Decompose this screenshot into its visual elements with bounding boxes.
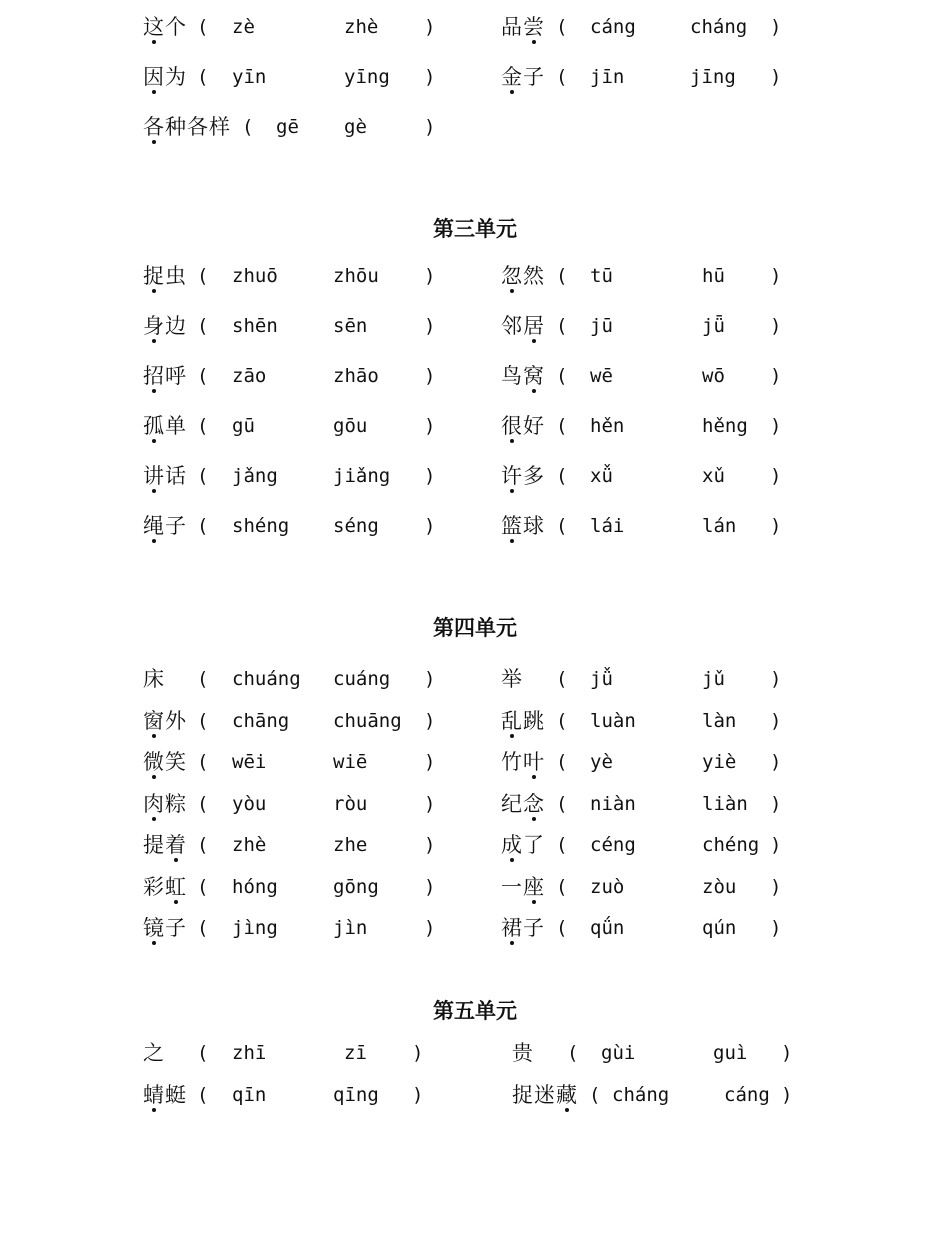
- emphasis-dot: [510, 90, 514, 94]
- pinyin-option-b: séng: [333, 515, 379, 537]
- pinyin-option-a: qǘn: [590, 917, 625, 939]
- pinyin-option-a: wēi: [232, 751, 267, 773]
- open-paren: (: [197, 365, 209, 387]
- word: 鸟窝: [501, 364, 545, 388]
- close-paren: ): [781, 1042, 793, 1064]
- pinyin-option-a: yè: [590, 751, 613, 773]
- open-paren: (: [197, 16, 209, 38]
- open-paren: (: [556, 465, 568, 487]
- word: 金子: [501, 65, 545, 89]
- close-paren: ): [770, 751, 782, 773]
- pinyin-option-b: wiē: [333, 751, 368, 773]
- close-paren: ): [770, 834, 782, 856]
- pinyin-option-a: lái: [590, 515, 625, 537]
- open-paren: (: [242, 116, 254, 138]
- close-paren: ): [424, 834, 436, 856]
- emphasis-dot: [152, 775, 156, 779]
- pinyin-option-b: zhāo: [333, 365, 379, 387]
- pinyin-option-b: jǔ: [702, 668, 725, 690]
- pinyin-option-a: gùi: [601, 1042, 636, 1064]
- close-paren: ): [424, 116, 436, 138]
- word: 很好: [501, 414, 545, 438]
- emphasis-dot: [152, 389, 156, 393]
- exercise-row: [0, 61, 950, 93]
- pinyin-option-b: hū: [702, 265, 725, 287]
- open-paren: (: [197, 315, 209, 337]
- open-paren: (: [556, 16, 568, 38]
- pinyin-option-b: zhōu: [333, 265, 379, 287]
- open-paren: (: [556, 365, 568, 387]
- emphasis-dot: [510, 941, 514, 945]
- close-paren: ): [424, 265, 436, 287]
- exercise-row: [0, 663, 950, 695]
- close-paren: ): [770, 365, 782, 387]
- pinyin-option-b: jǖ: [702, 315, 725, 337]
- close-paren: ): [770, 415, 782, 437]
- open-paren: (: [556, 515, 568, 537]
- close-paren: ): [424, 365, 436, 387]
- pinyin-option-b: hěng: [702, 415, 748, 437]
- pinyin-option-a: shéng: [232, 515, 290, 537]
- emphasis-dot: [152, 817, 156, 821]
- emphasis-dot: [510, 539, 514, 543]
- pinyin-option-a: jū: [590, 315, 613, 337]
- close-paren: ): [781, 1084, 793, 1106]
- pinyin-option-a: shēn: [232, 315, 278, 337]
- open-paren: (: [197, 793, 209, 815]
- pinyin-option-a: yīn: [232, 66, 267, 88]
- emphasis-dot: [152, 339, 156, 343]
- emphasis-dot: [510, 289, 514, 293]
- open-paren: (: [197, 415, 209, 437]
- pinyin-option-a: wē: [590, 365, 613, 387]
- pinyin-option-b: guì: [713, 1042, 748, 1064]
- pinyin-option-a: jìng: [232, 917, 278, 939]
- open-paren: (: [556, 415, 568, 437]
- open-paren: (: [197, 710, 209, 732]
- word: 许多: [501, 464, 545, 488]
- section-heading: 第五单元: [433, 999, 517, 1023]
- word: 各种各样: [143, 115, 231, 139]
- pinyin-option-a: zāo: [232, 365, 267, 387]
- pinyin-option-a: xǚ: [590, 465, 613, 487]
- open-paren: (: [556, 66, 568, 88]
- open-paren: (: [197, 515, 209, 537]
- pinyin-option-b: lán: [702, 515, 737, 537]
- pinyin-option-a: chāng: [232, 710, 290, 732]
- exercise-row: [0, 829, 950, 861]
- pinyin-option-a: yòu: [232, 793, 267, 815]
- word: 这个: [143, 15, 187, 39]
- pinyin-option-a: gū: [232, 415, 255, 437]
- word: 绳子: [143, 514, 187, 538]
- pinyin-option-b: làn: [702, 710, 737, 732]
- close-paren: ): [424, 917, 436, 939]
- open-paren: (: [556, 265, 568, 287]
- emphasis-dot: [152, 90, 156, 94]
- close-paren: ): [424, 515, 436, 537]
- close-paren: ): [412, 1084, 424, 1106]
- pinyin-option-a: chuáng: [232, 668, 301, 690]
- exercise-row: [0, 310, 950, 342]
- emphasis-dot: [532, 775, 536, 779]
- pinyin-option-a: zhuō: [232, 265, 278, 287]
- close-paren: ): [424, 793, 436, 815]
- open-paren: (: [567, 1042, 579, 1064]
- close-paren: ): [770, 315, 782, 337]
- close-paren: ): [770, 876, 782, 898]
- emphasis-dot: [152, 40, 156, 44]
- open-paren: (: [197, 1084, 209, 1106]
- word: 肉粽: [143, 792, 187, 816]
- close-paren: ): [770, 16, 782, 38]
- exercise-row: [0, 1037, 950, 1069]
- close-paren: ): [770, 515, 782, 537]
- exercise-row: [0, 788, 950, 820]
- close-paren: ): [770, 265, 782, 287]
- exercise-row: [0, 871, 950, 903]
- exercise-row: [0, 410, 950, 442]
- pinyin-option-a: hěn: [590, 415, 625, 437]
- close-paren: ): [412, 1042, 424, 1064]
- open-paren: (: [197, 668, 209, 690]
- pinyin-option-b: cuáng: [333, 668, 391, 690]
- emphasis-dot: [152, 489, 156, 493]
- pinyin-option-a: céng: [590, 834, 636, 856]
- emphasis-dot: [510, 858, 514, 862]
- pinyin-option-a: cáng: [590, 16, 636, 38]
- pinyin-option-b: yiè: [702, 751, 737, 773]
- word: 篮球: [501, 514, 545, 538]
- word: 纪念: [501, 792, 545, 816]
- close-paren: ): [424, 16, 436, 38]
- pinyin-option-b: zhè: [344, 16, 379, 38]
- pinyin-option-a: jǚ: [590, 668, 613, 690]
- close-paren: ): [770, 465, 782, 487]
- word: 讲话: [143, 464, 187, 488]
- open-paren: (: [197, 265, 209, 287]
- pinyin-option-a: hóng: [232, 876, 278, 898]
- emphasis-dot: [152, 439, 156, 443]
- word: 竹叶: [501, 750, 545, 774]
- exercise-row: [0, 11, 950, 43]
- word: 因为: [143, 65, 187, 89]
- open-paren: (: [556, 876, 568, 898]
- word: 彩虹: [143, 875, 187, 899]
- pinyin-option-b: zhe: [333, 834, 368, 856]
- word: 孤单: [143, 414, 187, 438]
- open-paren: (: [589, 1084, 601, 1106]
- open-paren: (: [197, 917, 209, 939]
- exercise-row: [0, 360, 950, 392]
- close-paren: ): [424, 710, 436, 732]
- pinyin-option-a: jīn: [590, 66, 625, 88]
- emphasis-dot: [152, 941, 156, 945]
- open-paren: (: [556, 793, 568, 815]
- word: 窗外: [143, 709, 187, 733]
- pinyin-option-a: zè: [232, 16, 255, 38]
- close-paren: ): [770, 917, 782, 939]
- pinyin-option-b: cháng: [690, 16, 748, 38]
- pinyin-option-b: cáng: [724, 1084, 770, 1106]
- exercise-row: [0, 746, 950, 778]
- close-paren: ): [424, 315, 436, 337]
- emphasis-dot: [152, 289, 156, 293]
- word: 蜻蜓: [143, 1083, 187, 1107]
- close-paren: ): [424, 668, 436, 690]
- pinyin-option-a: qīn: [232, 1084, 267, 1106]
- open-paren: (: [556, 668, 568, 690]
- close-paren: ): [424, 66, 436, 88]
- open-paren: (: [197, 751, 209, 773]
- emphasis-dot: [532, 900, 536, 904]
- emphasis-dot: [532, 40, 536, 44]
- word: 之: [143, 1041, 165, 1065]
- emphasis-dot: [174, 900, 178, 904]
- pinyin-option-a: niàn: [590, 793, 636, 815]
- open-paren: (: [556, 315, 568, 337]
- emphasis-dot: [510, 734, 514, 738]
- close-paren: ): [770, 793, 782, 815]
- pinyin-option-a: tū: [590, 265, 613, 287]
- open-paren: (: [197, 876, 209, 898]
- word: 忽然: [501, 264, 545, 288]
- pinyin-option-b: jiǎng: [333, 465, 391, 487]
- pinyin-option-a: gē: [276, 116, 299, 138]
- word: 一座: [501, 875, 545, 899]
- emphasis-dot: [532, 389, 536, 393]
- exercise-row: [0, 705, 950, 737]
- open-paren: (: [197, 66, 209, 88]
- pinyin-option-b: jìn: [333, 917, 368, 939]
- emphasis-dot: [152, 1108, 156, 1112]
- exercise-row: [0, 260, 950, 292]
- word: 身边: [143, 314, 187, 338]
- pinyin-option-b: chuāng: [333, 710, 402, 732]
- pinyin-option-b: gè: [344, 116, 367, 138]
- pinyin-option-b: liàn: [702, 793, 748, 815]
- emphasis-dot: [565, 1108, 569, 1112]
- exercise-row: [0, 460, 950, 492]
- emphasis-dot: [152, 539, 156, 543]
- word: 招呼: [143, 364, 187, 388]
- close-paren: ): [424, 415, 436, 437]
- emphasis-dot: [532, 339, 536, 343]
- pinyin-option-b: sēn: [333, 315, 368, 337]
- pinyin-option-b: yīng: [344, 66, 390, 88]
- open-paren: (: [197, 1042, 209, 1064]
- pinyin-option-b: ròu: [333, 793, 368, 815]
- word: 捉迷藏: [512, 1083, 578, 1107]
- word: 微笑: [143, 750, 187, 774]
- close-paren: ): [424, 751, 436, 773]
- pinyin-option-b: zī: [344, 1042, 367, 1064]
- open-paren: (: [556, 751, 568, 773]
- word: 床: [143, 667, 165, 691]
- pinyin-option-b: qīng: [333, 1084, 379, 1106]
- close-paren: ): [424, 465, 436, 487]
- emphasis-dot: [510, 439, 514, 443]
- pinyin-option-a: zhè: [232, 834, 267, 856]
- pinyin-option-b: chéng: [702, 834, 760, 856]
- pinyin-option-b: gōu: [333, 415, 368, 437]
- section-heading: 第四单元: [433, 616, 517, 640]
- exercise-row: [0, 111, 950, 143]
- pinyin-option-b: zòu: [702, 876, 737, 898]
- emphasis-dot: [152, 734, 156, 738]
- pinyin-option-a: zhī: [232, 1042, 267, 1064]
- exercise-row: [0, 912, 950, 944]
- pinyin-option-b: qún: [702, 917, 737, 939]
- pinyin-option-a: cháng: [612, 1084, 670, 1106]
- close-paren: ): [770, 668, 782, 690]
- word: 捉虫: [143, 264, 187, 288]
- section-heading: 第三单元: [433, 217, 517, 241]
- word: 乱跳: [501, 709, 545, 733]
- word: 品尝: [501, 15, 545, 39]
- word: 邻居: [501, 314, 545, 338]
- word: 成了: [501, 833, 545, 857]
- pinyin-option-b: gōng: [333, 876, 379, 898]
- close-paren: ): [770, 66, 782, 88]
- emphasis-dot: [510, 489, 514, 493]
- pinyin-option-b: wō: [702, 365, 725, 387]
- pinyin-option-a: luàn: [590, 710, 636, 732]
- open-paren: (: [556, 834, 568, 856]
- pinyin-option-b: xǔ: [702, 465, 725, 487]
- open-paren: (: [556, 917, 568, 939]
- word: 贵: [512, 1041, 534, 1065]
- word: 镜子: [143, 916, 187, 940]
- close-paren: ): [770, 710, 782, 732]
- exercise-row: [0, 1079, 950, 1111]
- word: 举: [501, 667, 523, 691]
- emphasis-dot: [174, 858, 178, 862]
- open-paren: (: [197, 834, 209, 856]
- emphasis-dot: [532, 817, 536, 821]
- pinyin-option-b: jīng: [690, 66, 736, 88]
- open-paren: (: [556, 710, 568, 732]
- word: 裙子: [501, 916, 545, 940]
- open-paren: (: [197, 465, 209, 487]
- exercise-row: [0, 510, 950, 542]
- emphasis-dot: [152, 140, 156, 144]
- pinyin-option-a: zuò: [590, 876, 625, 898]
- word: 提着: [143, 833, 187, 857]
- pinyin-option-a: jǎng: [232, 465, 278, 487]
- close-paren: ): [424, 876, 436, 898]
